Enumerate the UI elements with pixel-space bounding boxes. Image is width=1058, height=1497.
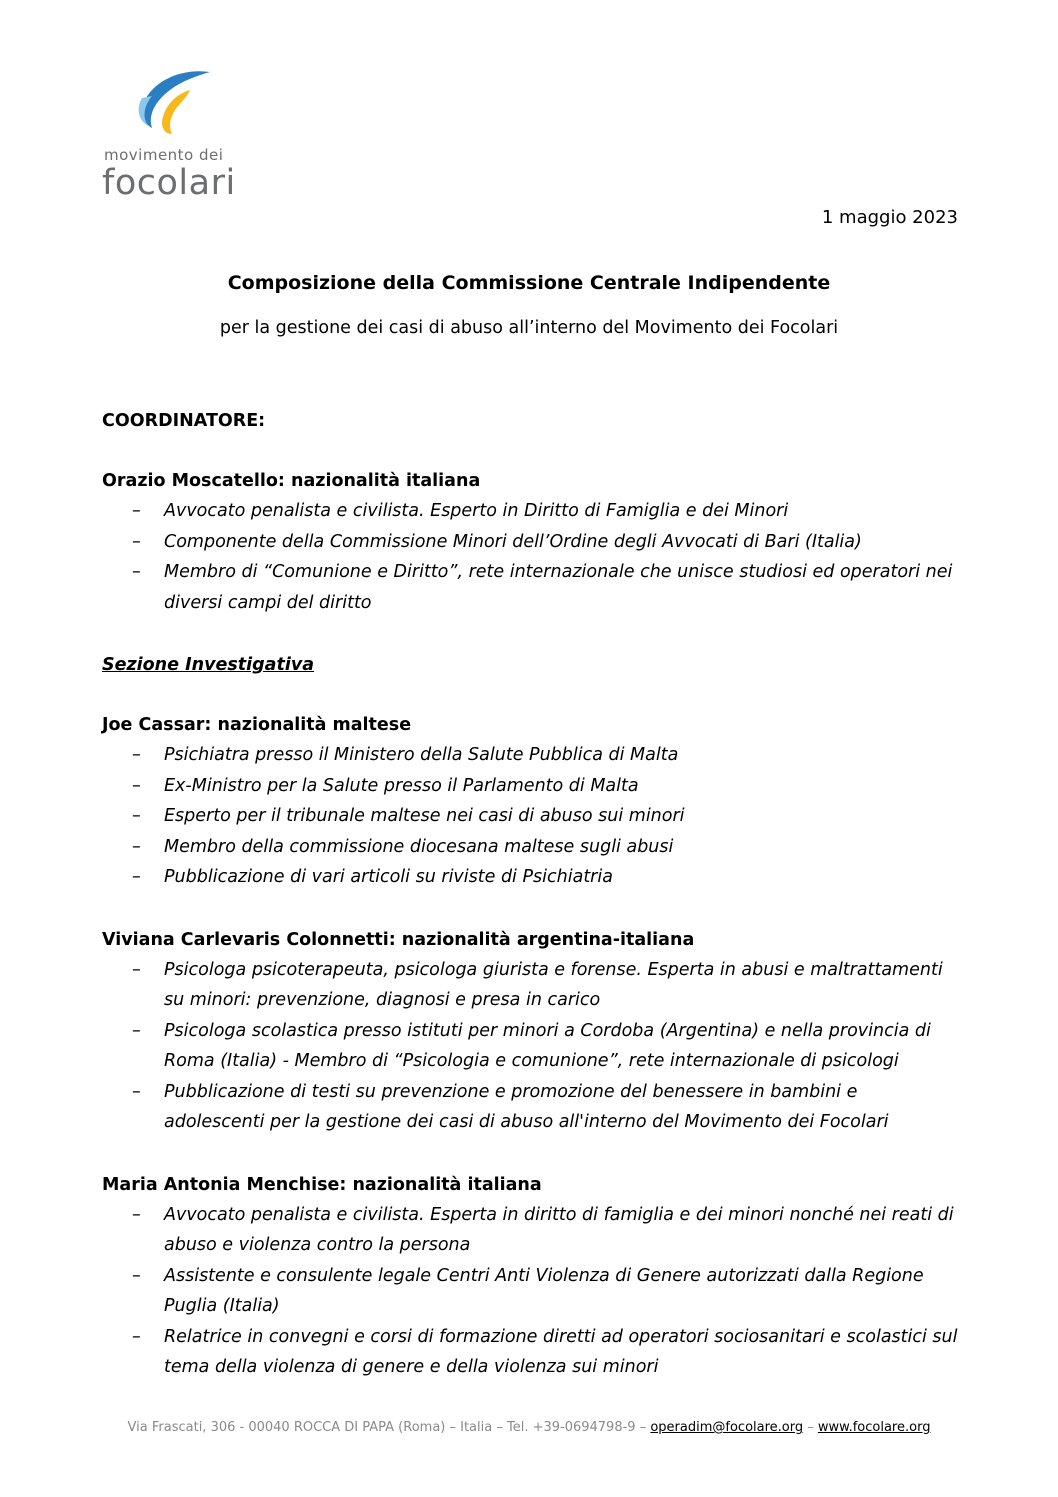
list-item: – Componente della Commissione Minori dell’Ordine degli Avvocati di Bari (Italia): [102, 527, 962, 558]
focolari-logo: [100, 68, 250, 208]
document-date: 1 maggio 2023: [821, 207, 958, 228]
footer-website-link[interactable]: www.focolare.org: [817, 1420, 931, 1435]
document-title: Composizione della Commissione Centrale Indipendente: [227, 272, 831, 294]
document-body: [102, 406, 962, 1383]
footer-separator: –: [807, 1420, 814, 1435]
dash-bullet: –: [132, 867, 141, 887]
list-item: – Psichiatra presso il Ministero della Salute Pubblica di Malta: [102, 740, 962, 771]
member-items: [102, 955, 962, 1138]
member-items: [102, 740, 962, 893]
logo-text-line2: focolari: [102, 163, 236, 203]
dash-bullet: –: [132, 531, 141, 552]
list-item: – Pubblicazione di vari articoli su riviste di Psichiatria: [102, 862, 962, 893]
footer-address: Via Frascati, 306 - 00040 ROCCA DI PAPA (Roma) – Italia – Tel. +39-0694798-9 –: [127, 1420, 647, 1435]
logo-text-line1: movimento dei: [104, 146, 224, 164]
coordinator-items: [102, 496, 962, 618]
list-item: – Esperto per il tribunale maltese nei casi di abuso sui minori: [102, 801, 962, 832]
dash-bullet: –: [132, 959, 141, 980]
list-item: – Ex-Ministro per la Salute presso il Parlamento di Malta: [102, 771, 962, 802]
list-item: – Assistente e consulente legale Centri Anti Violenza di Genere autorizzati dalla Regione Puglia (Italia): [102, 1261, 962, 1322]
list-item: – Membro della commissione diocesana maltese sugli abusi: [102, 832, 962, 863]
footer-email-link[interactable]: operadim@focolare.org: [650, 1420, 804, 1435]
list-item: – Relatrice in convegni e corsi di formazione diretti ad operatori sociosanitari e scolastici sul tema della violenza di genere e della violenza sui minori: [102, 1322, 962, 1383]
list-item: – Psicologa scolastica presso istituti per minori a Cordoba (Argentina) e nella provincia di Roma (Italia) - Membro di “Psicologia e comunione”, rete internazionale di psicologi: [102, 1016, 962, 1077]
page-footer: [0, 1420, 1058, 1435]
dash-bullet: –: [132, 501, 141, 521]
dash-bullet: –: [132, 836, 141, 857]
member-name: Viviana Carlevaris Colonnetti: nazionalità argentina-italiana: [102, 929, 695, 950]
dash-bullet: –: [132, 562, 141, 582]
list-item: – Psicologa psicoterapeuta, psicologa giurista e forense. Esperta in abusi e maltrattamenti su minori: prevenzione, diagnosi e presa in carico: [102, 955, 962, 1016]
dash-bullet: –: [132, 1020, 141, 1041]
member-items: [102, 1200, 962, 1383]
dash-bullet: –: [132, 1265, 141, 1286]
list-item: – Avvocato penalista e civilista. Esperta in diritto di famiglia e dei minori nonché nei reati di abuso e violenza contro la persona: [102, 1200, 962, 1261]
dash-bullet: –: [132, 1326, 141, 1347]
member-name: Maria Antonia Menchise: nazionalità italiana: [102, 1174, 542, 1195]
coordinator-heading: COORDINATORE:: [102, 411, 266, 431]
dash-bullet: –: [132, 806, 141, 826]
section-title: Sezione Investigativa: [102, 655, 315, 675]
list-item: – Membro di “Comunione e Diritto”, rete internazionale che unisce studiosi ed operatori nei diversi campi del diritto: [102, 557, 962, 618]
list-item: – Pubblicazione di testi su prevenzione e promozione del benessere in bambini e adolescenti per la gestione dei casi di abuso all'interno del Movimento dei Focolari: [102, 1077, 962, 1138]
dash-bullet: –: [132, 775, 141, 796]
dash-bullet: –: [132, 1204, 141, 1225]
dash-bullet: –: [132, 1081, 141, 1102]
coordinator-name: Orazio Moscatello: nazionalità italiana: [102, 471, 481, 491]
list-item: – Avvocato penalista e civilista. Esperto in Diritto di Famiglia e dei Minori: [102, 496, 962, 527]
flame-logo-icon: [132, 68, 212, 148]
document-subtitle: per la gestione dei casi di abuso all’interno del Movimento dei Focolari: [219, 318, 839, 338]
member-name: Joe Cassar: nazionalità maltese: [102, 715, 412, 735]
dash-bullet: –: [132, 745, 141, 765]
